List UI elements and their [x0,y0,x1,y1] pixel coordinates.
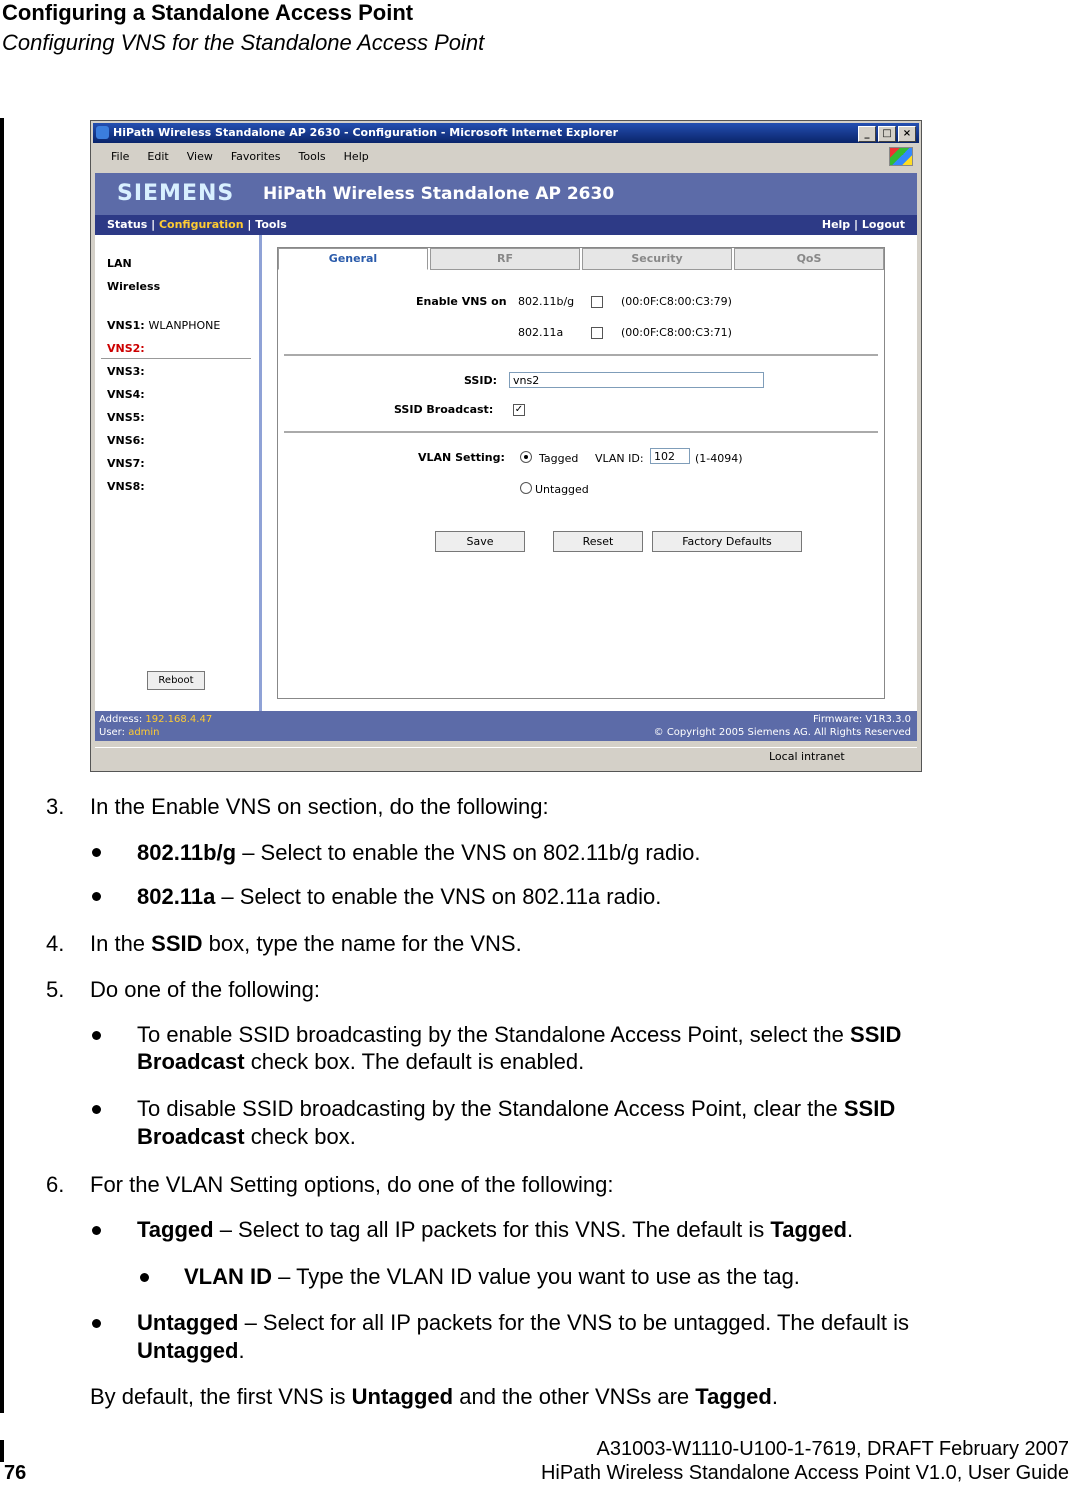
vlan-id-input[interactable]: 102 [650,448,690,464]
bold-term: Untagged [137,1310,239,1335]
step-number: 6. [46,1172,65,1197]
bold-term: Untagged [137,1338,239,1363]
zone-label: Local intranet [769,750,845,763]
ssid-broadcast-label: SSID Broadcast: [394,403,494,416]
nav-logout[interactable]: Logout [861,218,905,231]
bold-term: Untagged [351,1384,454,1409]
close-button[interactable]: × [898,126,916,142]
firmware-version: Firmware: V1R3.3.0 [813,714,911,725]
menu-file[interactable]: File [111,149,130,163]
tab-qos[interactable]: QoS [734,248,884,270]
sidebar-item-vns3[interactable]: VNS3: [107,365,145,378]
config-panel [277,247,885,699]
ssid-label: SSID: [464,374,497,387]
bullet-rest: – Select to enable the VNS on 802.11a radio. [215,884,662,909]
step-number: 5. [46,977,65,1002]
menu-bar [93,145,919,167]
bold-term: Tagged [695,1384,772,1409]
text-part: check box. [244,1124,356,1149]
bold-term: 802.11b/g [137,840,237,865]
window-titlebar [93,123,919,143]
page-number: 76 [4,1462,27,1484]
step-text: For the VLAN Setting options, do one of the following: [90,1172,614,1197]
reset-button[interactable]: Reset [553,531,643,552]
bullet-text [137,884,661,910]
change-bar [0,118,4,1413]
sidebar-item-vns8[interactable]: VNS8: [107,480,145,493]
address-value: 192.168.4.47 [145,714,213,725]
ssid-input[interactable]: vns2 [509,372,764,388]
sidebar-divider [101,358,251,359]
text-part: – Select for all IP packets for the VNS to be untagged. The default is [238,1310,910,1335]
sidebar-item-wireless[interactable]: Wireless [107,280,161,293]
bold-term: Broadcast [137,1124,245,1149]
text-part: . [238,1338,245,1363]
paragraph [90,1384,778,1410]
enable-vns-label: Enable VNS on [416,295,507,308]
radio-a-label: 802.11a [518,326,564,339]
bullet-text [137,1310,909,1336]
ie-status-bar [95,747,917,768]
text-part: . [771,1384,778,1409]
tagged-radio[interactable] [520,451,532,463]
tab-rf[interactable]: RF [430,248,580,270]
sidebar-item-lan[interactable]: LAN [107,257,132,270]
bold-term: SSID [850,1022,902,1047]
bullet-text [137,1096,895,1122]
bold-term: SSID [843,1096,896,1121]
bold-term: Broadcast [137,1049,245,1074]
step-text: In the Enable VNS on section, do the following: [90,794,549,819]
factory-defaults-button[interactable]: Factory Defaults [652,531,802,552]
vns1-name: WLANPHONE [148,319,221,332]
bullet-text [137,1217,853,1243]
copyright: © Copyright 2005 Siemens AG. All Rights Reserved [653,727,911,738]
step-number: 3. [46,794,65,819]
bold-term: VLAN ID [184,1264,272,1289]
text-part: . [847,1217,854,1242]
bullet [92,848,101,857]
siemens-logo: SIEMENS [117,181,235,206]
window-title: HiPath Wireless Standalone AP 2630 - Configuration - Microsoft Internet Explorer [113,126,619,139]
vlan-id-label: VLAN ID: [595,452,644,465]
text-part: – Select to tag all IP packets for this VNS. The default is [213,1217,771,1242]
radio-bg-label: 802.11b/g [518,295,575,308]
tab-security[interactable]: Security [582,248,732,270]
menu-favorites[interactable]: Favorites [230,149,281,163]
windows-logo-icon [889,147,913,166]
step-text: Do one of the following: [90,977,320,1002]
footer-doc-id: A31003-W1110-U100-1-7619, DRAFT February 2007 [596,1438,1069,1460]
bullet-text-cont [137,1049,584,1075]
address-label: Address: [99,714,143,725]
sidebar-item-vns2[interactable]: VNS2: [107,342,145,355]
text-part: box, type the name for the VNS. [202,931,522,956]
page-header-subtitle: Configuring VNS for the Standalone Access Point [2,30,485,55]
minimize-button[interactable]: _ [858,126,876,142]
nav-help[interactable]: Help [821,218,851,231]
menu-tools[interactable]: Tools [298,149,326,163]
sidebar-item-vns4[interactable]: VNS4: [107,388,145,401]
change-bar-footer [0,1440,4,1462]
a-checkbox[interactable] [591,327,603,339]
untagged-radio[interactable] [520,482,532,494]
menu-help[interactable]: Help [343,149,369,163]
screenshot-figure [90,120,922,772]
nav-status[interactable]: Status [107,218,148,231]
bold-term: SSID [151,931,203,956]
page-header-title: Configuring a Standalone Access Point [2,0,414,25]
vlan-range: (1-4094) [695,452,743,465]
sidebar [95,235,262,739]
bullet [92,1031,101,1040]
bullet [92,1105,101,1114]
nav-tools[interactable]: Tools [255,218,287,231]
text-part: To disable SSID broadcasting by the Standalone Access Point, clear the [137,1096,844,1121]
ssid-broadcast-checkbox[interactable]: ✓ [514,404,524,415]
nav-separator: | [854,218,859,231]
app-status-bar [95,711,917,741]
menu-view[interactable]: View [186,149,213,163]
bullet-text [137,840,700,866]
sidebar-item-vns1[interactable] [107,319,220,332]
nav-configuration[interactable]: Configuration [158,218,244,231]
user-label: User: [99,727,125,738]
bullet [140,1273,149,1282]
bullet [92,1319,101,1328]
bold-term: Tagged [770,1217,847,1242]
mac-bg: (00:0F:C8:00:C3:79) [621,295,732,308]
text-part: and the other VNSs are [453,1384,696,1409]
tagged-label: Tagged [539,452,579,465]
text-part: check box. The default is enabled. [244,1049,585,1074]
bullet-text-cont [137,1124,356,1150]
bullet [92,1226,101,1235]
untagged-label: Untagged [535,483,589,496]
footer-guide: HiPath Wireless Standalone Access Point V1.0, User Guide [540,1462,1069,1484]
web-content [95,173,917,739]
sidebar-item-vns6[interactable]: VNS6: [107,434,145,447]
sidebar-item-vns7[interactable]: VNS7: [107,457,145,470]
divider [284,354,878,356]
mac-a: (00:0F:C8:00:C3:71) [621,326,732,339]
text-part: To enable SSID broadcasting by the Standalone Access Point, select the [137,1022,851,1047]
ie-icon [96,126,109,139]
sub-bullet-text [184,1264,800,1290]
banner [95,173,917,215]
menu-edit[interactable]: Edit [147,149,169,163]
bullet [92,892,101,901]
bg-checkbox[interactable] [591,296,603,308]
step-number: 4. [46,931,65,956]
tab-general[interactable]: General [278,248,428,270]
reboot-button[interactable]: Reboot [147,671,205,690]
step-text [90,931,522,957]
save-button[interactable]: Save [435,531,525,552]
product-title: HiPath Wireless Standalone AP 2630 [263,184,615,204]
text-part: In the [90,931,152,956]
maximize-button[interactable]: □ [878,126,896,142]
divider [284,431,878,433]
text-part: By default, the first VNS is [90,1384,352,1409]
nav-separator: | [151,218,156,231]
user-value: admin [128,727,160,738]
sidebar-item-vns5[interactable]: VNS5: [107,411,145,424]
bullet-rest: – Type the VLAN ID value you want to use as the tag. [272,1264,800,1289]
bullet-text [137,1022,901,1048]
bold-term: Tagged [137,1217,214,1242]
bullet-rest: – Select to enable the VNS on 802.11b/g radio. [236,840,701,865]
vlan-setting-label: VLAN Setting: [418,451,505,464]
nav-bar [95,215,917,235]
bold-term: 802.11a [137,884,216,909]
bullet-text-cont [137,1338,245,1364]
vns1-label: VNS1: [107,319,145,332]
nav-separator: | [247,218,252,231]
